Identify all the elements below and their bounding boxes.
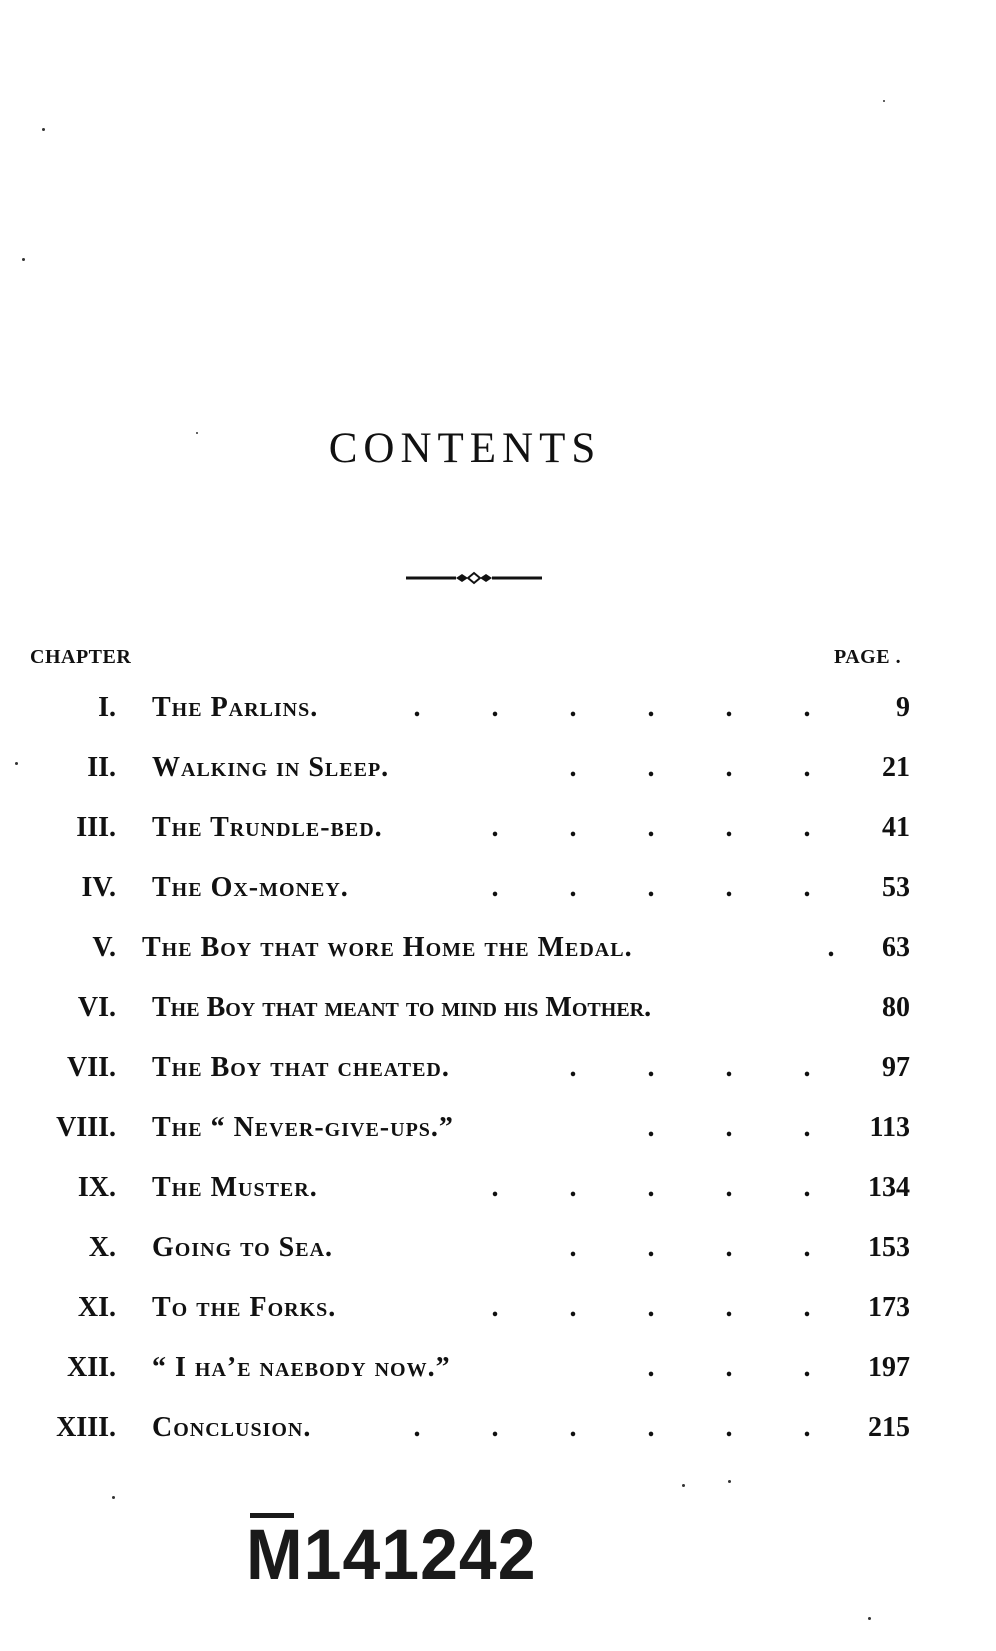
page-number: 41	[882, 812, 910, 843]
page-number: 80	[882, 992, 910, 1023]
chapter-title: The Parlins.	[152, 692, 319, 723]
chapter-number: VIII.	[56, 1112, 116, 1143]
toc-entry	[0, 1172, 996, 1222]
chapter-column-header: CHAPTER	[30, 646, 132, 668]
dot-leader: .	[827, 932, 835, 963]
chapter-number: IX.	[77, 1172, 116, 1203]
toc-entry	[0, 992, 996, 1042]
chapter-title: To the Forks.	[152, 1292, 337, 1323]
chapter-title: Conclusion.	[152, 1412, 312, 1443]
page-title: CONTENTS	[328, 425, 602, 472]
dot-leader: . . . .	[569, 1232, 811, 1263]
chapter-title: The Ox-money.	[152, 872, 349, 903]
chapter-number: VI.	[77, 992, 116, 1023]
page-number: 134	[868, 1172, 910, 1203]
dot-leader: . . . .	[569, 752, 811, 783]
dot-leader: . . . . . .	[413, 1412, 811, 1443]
chapter-number: X.	[88, 1232, 116, 1263]
toc-entry	[0, 1412, 996, 1462]
dot-leader: . . . . .	[491, 872, 811, 903]
toc-entry	[0, 872, 996, 922]
toc-entry	[0, 1112, 996, 1162]
chapter-title: Walking in Sleep.	[152, 752, 390, 783]
dot-leader: . . . . .	[491, 812, 811, 843]
toc-entry	[0, 812, 996, 862]
toc-entry	[0, 752, 996, 802]
chapter-title: The Muster.	[152, 1172, 318, 1203]
speck	[42, 128, 45, 131]
page-number: 9	[896, 692, 910, 723]
chapter-title: “ I ha’e naebody now.”	[152, 1352, 451, 1383]
toc-entry	[0, 692, 996, 742]
speck	[22, 258, 25, 261]
toc-entry	[0, 1292, 996, 1342]
chapter-number: I.	[98, 692, 116, 723]
dot-leader: . . .	[647, 1112, 811, 1143]
chapter-number: XII.	[66, 1352, 116, 1383]
speck	[112, 1496, 115, 1499]
page-number: 53	[882, 872, 910, 903]
chapter-title: The Trundle-bed.	[152, 812, 383, 843]
chapter-number: V.	[92, 932, 116, 963]
chapter-number: III.	[76, 812, 116, 843]
page-number: 197	[868, 1352, 910, 1383]
toc-entry	[0, 1232, 996, 1282]
dot-leader: . . . .	[569, 1052, 811, 1083]
page-number: 113	[869, 1112, 910, 1143]
chapter-number: VII.	[66, 1052, 116, 1083]
toc-entry	[0, 1352, 996, 1402]
library-stamp: M141242	[246, 1515, 537, 1595]
chapter-title: The Boy that cheated.	[152, 1052, 450, 1083]
dot-leader: . . .	[647, 1352, 811, 1383]
chapter-title: The “ Never-give-ups.”	[152, 1112, 454, 1143]
chapter-number: XI.	[77, 1292, 116, 1323]
page-number: 63	[882, 932, 910, 963]
speck	[883, 100, 885, 102]
chapter-number: IV.	[81, 872, 116, 903]
toc-entry	[0, 932, 996, 982]
dot-leader: . . . . . .	[413, 692, 811, 723]
dot-leader: . . . . .	[491, 1172, 811, 1203]
chapter-title: Going to Sea.	[152, 1232, 334, 1263]
page-number: 173	[868, 1292, 910, 1323]
speck	[682, 1484, 685, 1487]
page-column-header: PAGE .	[834, 646, 902, 668]
page-number: 97	[882, 1052, 910, 1083]
page-number: 153	[868, 1232, 910, 1263]
toc-entry	[0, 1052, 996, 1102]
divider-ornament	[404, 570, 544, 586]
chapter-title: The Boy that meant to mind his Mother.	[152, 992, 652, 1023]
dot-leader: . . . . .	[491, 1292, 811, 1323]
chapter-number: II.	[87, 752, 116, 783]
page-number: 21	[882, 752, 910, 783]
chapter-title: The Boy that wore Home the Medal.	[142, 932, 633, 963]
speck	[728, 1480, 731, 1483]
speck	[868, 1617, 871, 1620]
chapter-number: XIII.	[56, 1412, 116, 1443]
page-number: 215	[868, 1412, 910, 1443]
